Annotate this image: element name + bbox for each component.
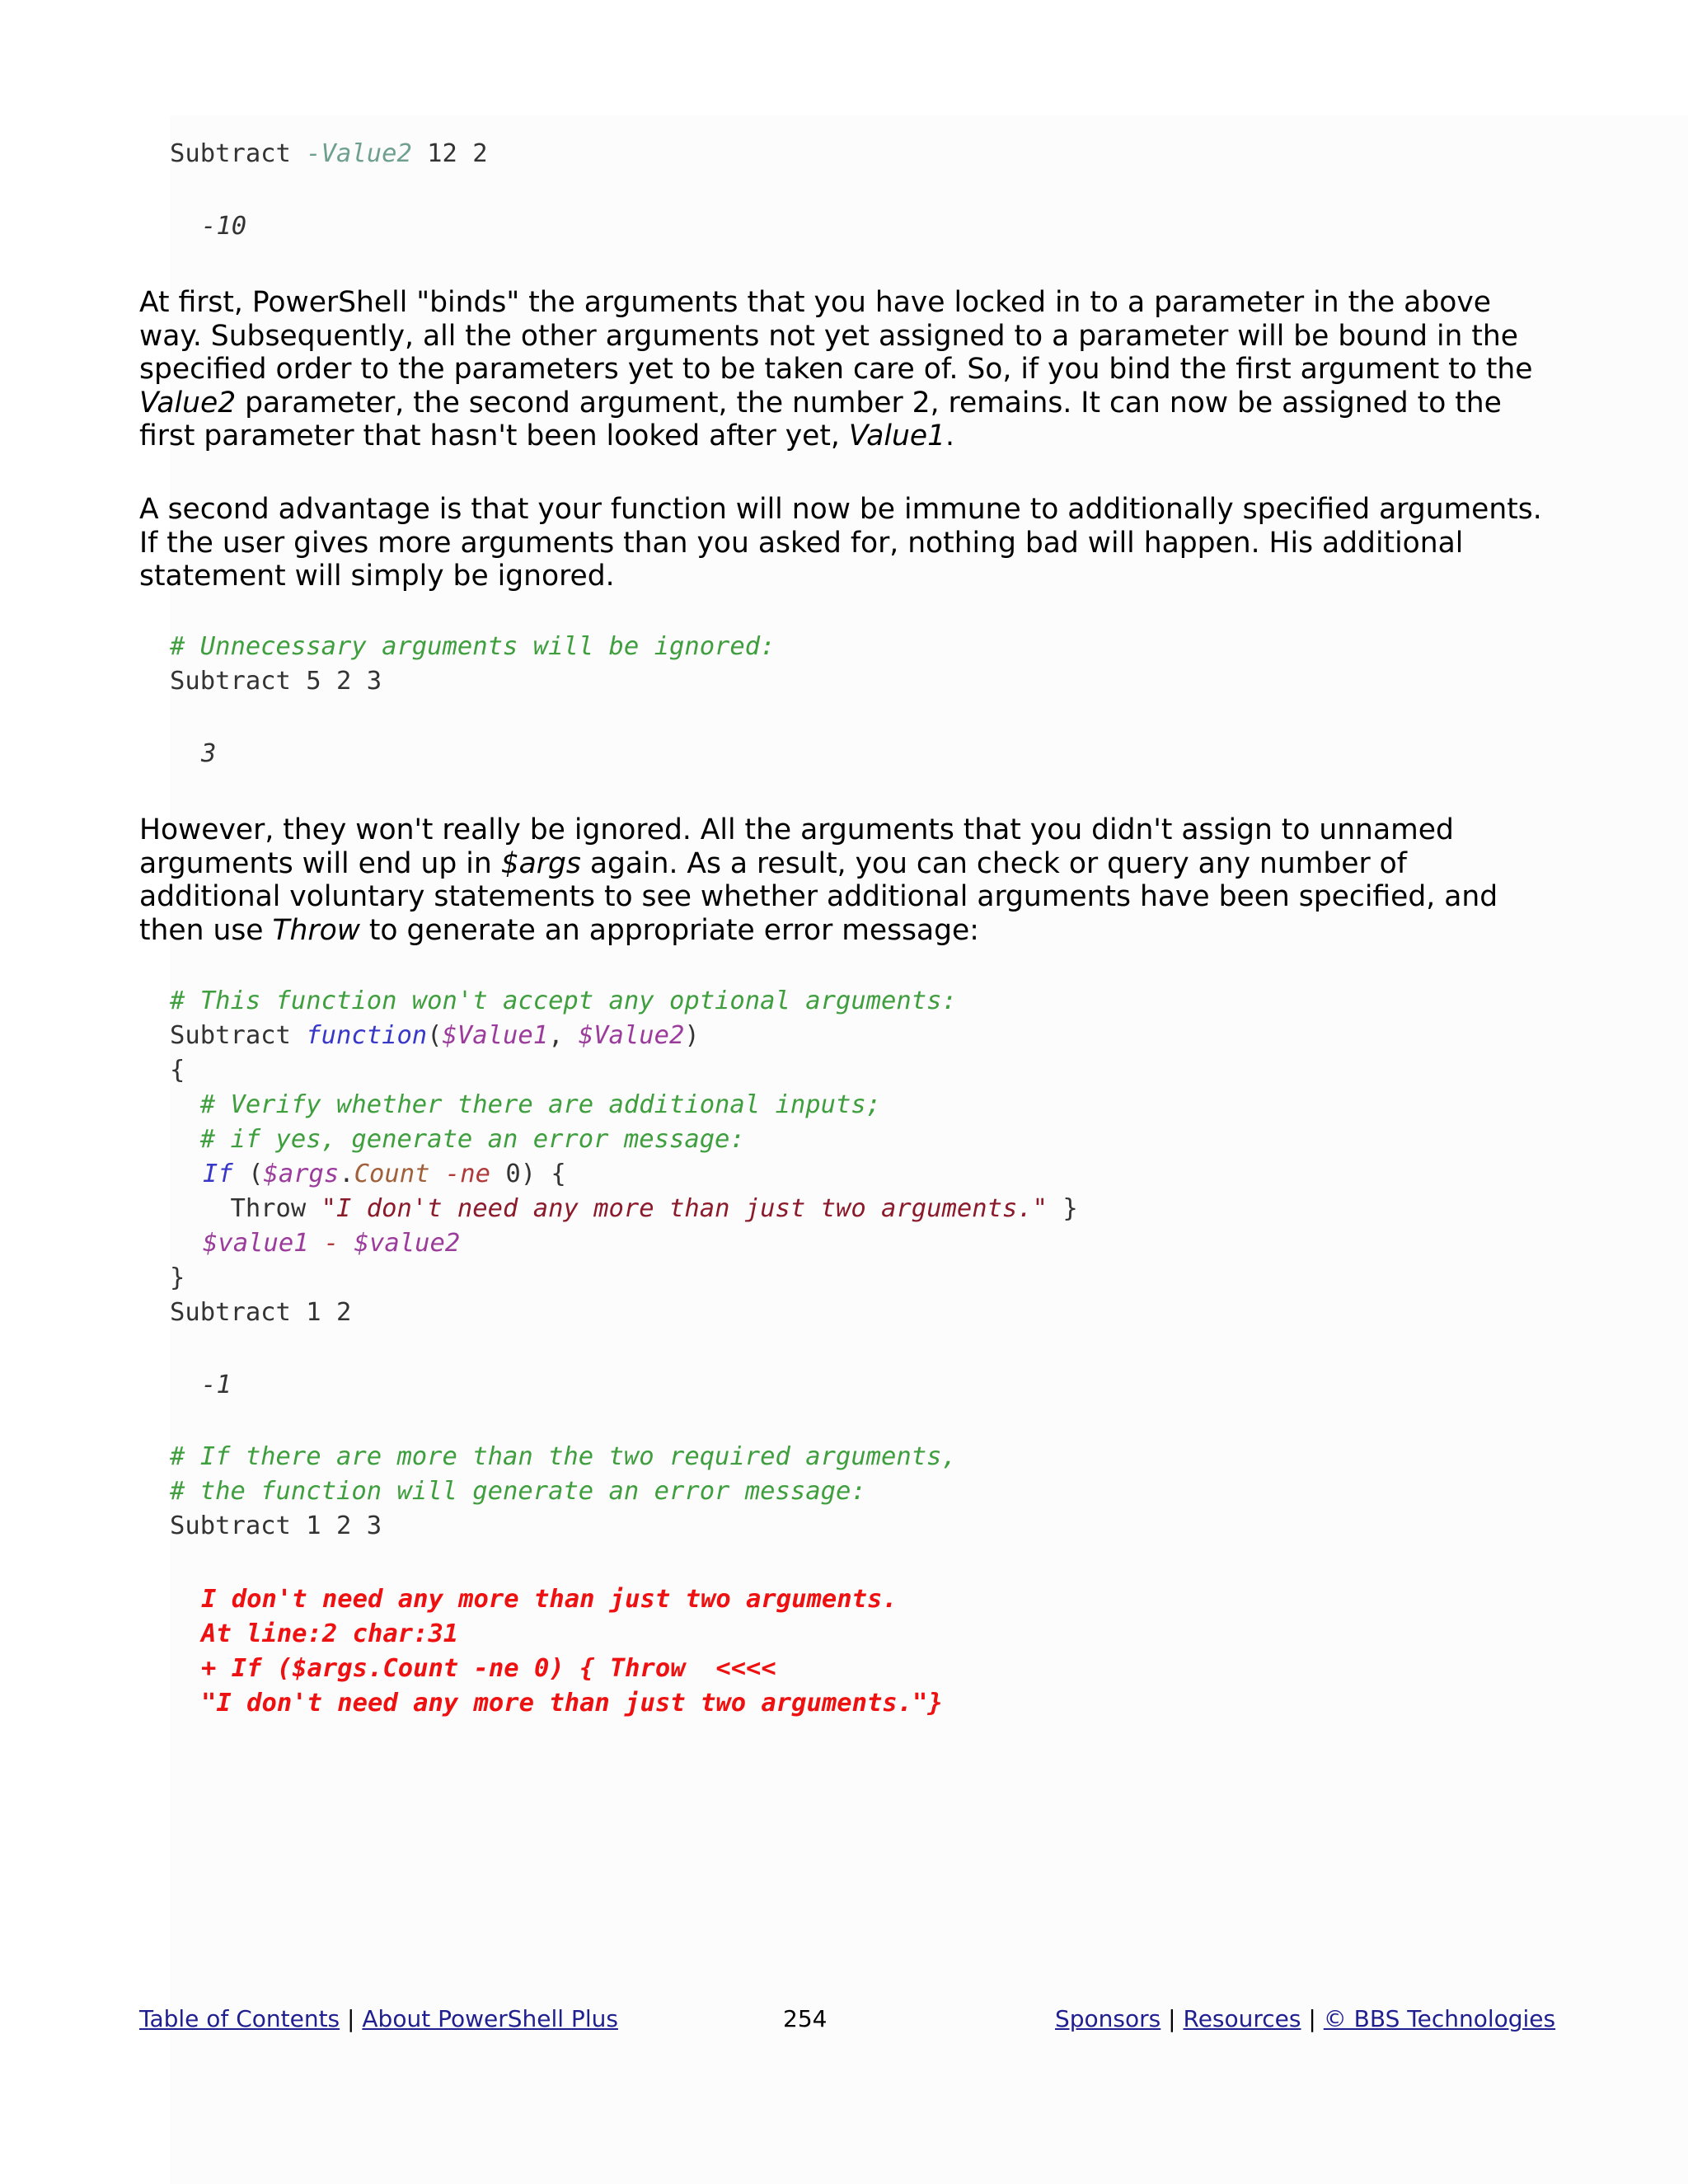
code-line: Subtract 1 2 3 xyxy=(170,1511,382,1540)
code-string: "I don't need any more than just two arguments." xyxy=(321,1194,1048,1223)
footer-separator: | xyxy=(1168,2005,1176,2032)
code-line: } xyxy=(170,1263,185,1292)
code-punct: ( xyxy=(427,1021,443,1050)
code-variable: $value2 xyxy=(354,1229,461,1258)
code-punct: ) xyxy=(684,1021,700,1050)
resources-link[interactable]: Resources xyxy=(1183,2005,1301,2032)
code-line xyxy=(203,1226,460,1261)
paragraph-text: again. As a result, you can check or query any number of additional voluntary statements to see whether additional arguments have been specified, and then use xyxy=(139,846,1498,947)
sponsors-link[interactable]: Sponsors xyxy=(1055,2005,1161,2032)
code-arguments: 12 2 xyxy=(411,139,488,168)
code-parameter: -Value2 xyxy=(306,139,412,168)
code-punct: } xyxy=(1048,1194,1078,1223)
code-comment: # the function will generate an error message: xyxy=(170,1477,866,1506)
code-keyword: function xyxy=(306,1021,428,1050)
paragraph-emphasis: Value1 xyxy=(848,419,946,452)
code-variable: $Value2 xyxy=(578,1021,685,1050)
code-comment: # Unnecessary arguments will be ignored: xyxy=(170,632,776,661)
code-output: -10 xyxy=(201,212,247,241)
code-output: -1 xyxy=(201,1371,232,1399)
paragraph-text: to generate an appropriate error message: xyxy=(359,913,979,947)
footer-left xyxy=(139,2003,618,2036)
code-line xyxy=(170,1192,1078,1226)
code-line xyxy=(170,1019,700,1053)
footer-separator: | xyxy=(347,2005,355,2032)
code-comment: # If there are more than the two required arguments, xyxy=(170,1442,957,1471)
footer-right xyxy=(1055,2003,1555,2036)
code-output: 3 xyxy=(201,739,217,768)
paragraph-text: parameter, the second argument, the number 2, remains. It can now be assigned to the first parameter that hasn't been looked after yet, xyxy=(139,386,1502,452)
code-operator: - xyxy=(308,1229,354,1258)
code-line xyxy=(203,1157,566,1192)
code-command: Throw xyxy=(170,1194,321,1223)
code-line: Subtract 5 2 3 xyxy=(170,667,382,696)
code-line: { xyxy=(170,1056,185,1085)
code-punct: ( xyxy=(232,1160,264,1188)
toc-link[interactable]: Table of Contents xyxy=(139,2005,340,2032)
code-punct xyxy=(430,1160,445,1188)
paragraph-text: At first, PowerShell "binds" the arguments that you have locked in to a parameter in the above way. Subsequently, all the other arguments not yet assigned to a parameter will be bound in the specified order to the parameters yet to be taken care of. So, if you bind the first argument to the xyxy=(139,286,1533,386)
code-comment: # This function won't accept any optional arguments: xyxy=(170,987,957,1015)
error-message: I don't need any more than just two arguments. xyxy=(201,1585,898,1614)
paragraph-emphasis: Value2 xyxy=(139,386,237,419)
code-command: Subtract xyxy=(170,139,307,168)
paragraph-emphasis: Throw xyxy=(272,913,360,947)
code-variable: $args xyxy=(263,1160,340,1188)
code-operator: -ne xyxy=(444,1160,490,1188)
about-link[interactable]: About PowerShell Plus xyxy=(362,2005,618,2032)
paragraph-emphasis: $args xyxy=(500,846,581,880)
code-comment: # if yes, generate an error message: xyxy=(170,1125,745,1154)
code-variable: $value1 xyxy=(203,1229,309,1258)
body-paragraph xyxy=(139,286,1557,453)
code-keyword: If xyxy=(203,1160,233,1188)
code-punct: 0) { xyxy=(490,1160,566,1188)
paragraph-text: . xyxy=(945,419,954,452)
copyright-link[interactable]: © BBS Technologies xyxy=(1323,2005,1556,2032)
code-member: Count xyxy=(354,1160,430,1188)
code-line: Subtract 1 2 xyxy=(170,1298,352,1327)
code-command: Subtract xyxy=(170,1021,307,1050)
footer-separator: | xyxy=(1308,2005,1316,2032)
body-paragraph xyxy=(139,813,1557,947)
code-comment: # Verify whether there are additional inputs; xyxy=(170,1090,882,1119)
body-paragraph xyxy=(139,493,1557,593)
paragraph-text: However, they won't really be ignored. All the arguments that you didn't assign to unnamed arguments will end up in xyxy=(139,813,1454,880)
code-variable: $Value1 xyxy=(442,1021,549,1050)
error-message: + If ($args.Count -ne 0) { Throw <<<< xyxy=(201,1654,776,1683)
code-punct: , xyxy=(548,1021,579,1050)
error-message: "I don't need any more than just two arguments."} xyxy=(201,1689,943,1718)
code-line xyxy=(170,137,488,171)
code-punct: . xyxy=(339,1160,354,1188)
paragraph-text: A second advantage is that your function will now be immune to additionally specified arguments. If the user gives more arguments than you asked for, nothing bad will happen. His additional statement will simply be ignored. xyxy=(139,493,1542,593)
error-message: At line:2 char:31 xyxy=(201,1619,459,1648)
page-number: 254 xyxy=(783,2005,828,2032)
